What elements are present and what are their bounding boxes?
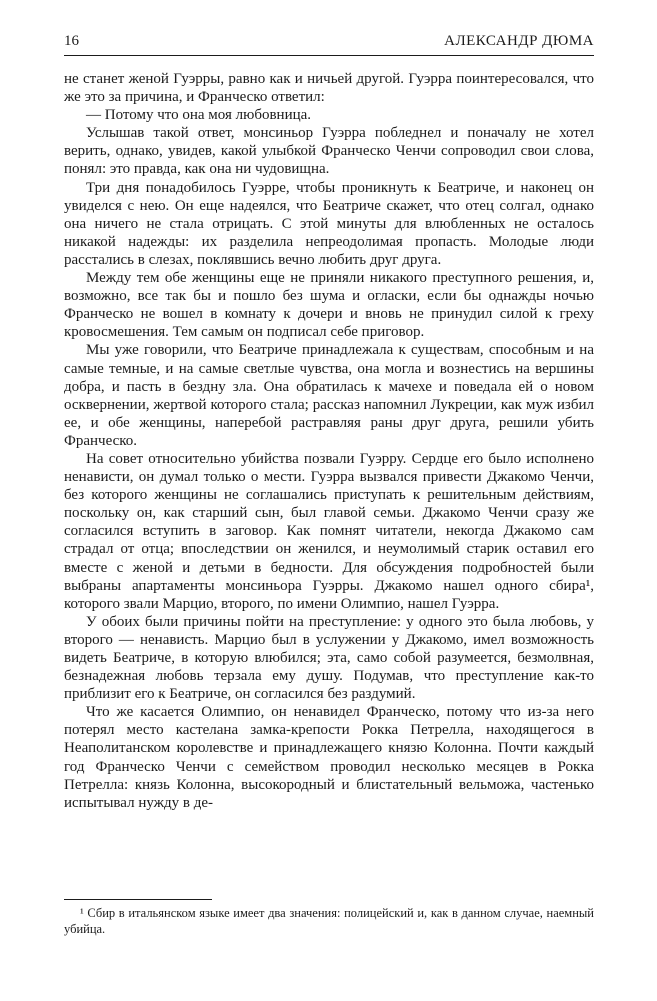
paragraph: не станет женой Гуэрры, равно как и ничьей другой. Гуэрра поинтересовался, что же это за причина, и Франческо ответил: [64, 71, 594, 106]
running-title: АЛЕКСАНДР ДЮМА [444, 33, 594, 49]
paragraph: У обоих были причины пойти на преступление: у одного это была любовь, у второго — ненависть. Марцио был в услужении у Джакомо, имел возможность видеть Беатриче, в которую влюбился; эта, само собой разумеется, безмолвная, безнадежная любовь терзала ему душу. Подумав, что преступление как-то приблизит его к Беатриче, он согласился без раздумий. [64, 613, 594, 703]
body-text [64, 70, 594, 812]
footnote-rule [64, 899, 212, 900]
paragraph: Мы уже говорили, что Беатриче принадлежала к существам, способным и на самые темные, и на самые светлые чувства, она могла и вознестись на вершины добра, и пасть в бездну зла. Она обратилась к мачехе и поведала ей о новом осквернении, жертвой которого стала; рассказ напомнил Лукреции, как муж избил ее, и обе женщины, наперебой растравляя раны друг друга, решили убить Франческо. [64, 342, 594, 449]
header-rule [64, 55, 594, 56]
paragraph: Три дня понадобилось Гуэрре, чтобы проникнуть к Беатриче, и наконец он увиделся с нею. Он еще надеялся, что Беатриче скажет, что отец солгал, однако она ничего не стала отрицать. С этой минуты для влюбленных не осталось никакой надежды: их разделила непреодолимая пропасть. Молодые люди расстались в слезах, поклявшись вечно любить друг друга. [64, 179, 594, 268]
page-number: 16 [64, 33, 79, 49]
paragraph-dialogue: — Потому что она моя любовница. [86, 107, 312, 124]
footnote-area [64, 899, 594, 937]
paragraph: Между тем обе женщины еще не приняли никакого преступного решения, и, возможно, все так бы и пошло без шума и огласки, если бы однажды ночью Франческо не вошел в комнату к дочери и вновь не принудил силой к греху кровосмешения. Тем самым он подписал себе приговор. [64, 270, 594, 341]
page-header [64, 32, 594, 55]
paragraph: Услышав такой ответ, монсиньор Гуэрра побледнел и поначалу не хотел верить, однако, увидев, какой улыбкой Франческо Ченчи сопроводил свои слова, понял: это правда, как она ни чудовищна. [64, 125, 594, 178]
paragraph: На совет относительно убийства позвали Гуэрру. Сердце его было исполнено ненависти, он думал только о мести. Гуэрра вызвался привести Джакомо Ченчи, без которого женщины не соглашались приступать к решительным действиям, поскольку он, как старший сын, был главой семьи. Джакомо Ченчи сразу же согласился вступить в заговор. Как помнят читатели, некогда Джакомо сам страдал от отца; впоследствии он женился, и неумолимый старик оставил его вместе с женой и детьми в бедности. Для обсуждения подробностей были выбраны апартаменты монсиньора Гуэрры. Джакомо нашел одного сбира¹, которого звали Марцио, второго, по имени Олимпио, нашел Гуэрра. [64, 450, 594, 612]
paragraph: Что же касается Олимпио, он ненавидел Франческо, потому что из-за него потерял место кастелана замка-крепости Рокка Петрелла, находящегося в Неаполитанском королевстве и принадлежащего князю Колонна. Почти каждый год Франческо Ченчи с семейством проводил несколько месяцев в Рокка Петрелла: князь Колонна, высокородный и блистательный вельможа, частенько испытывал нужду в де- [64, 704, 594, 811]
footnote-text: ¹ Сбир в итальянском языке имеет два значения: полицейский и, как в данном случае, наемный убийца. [64, 906, 594, 936]
